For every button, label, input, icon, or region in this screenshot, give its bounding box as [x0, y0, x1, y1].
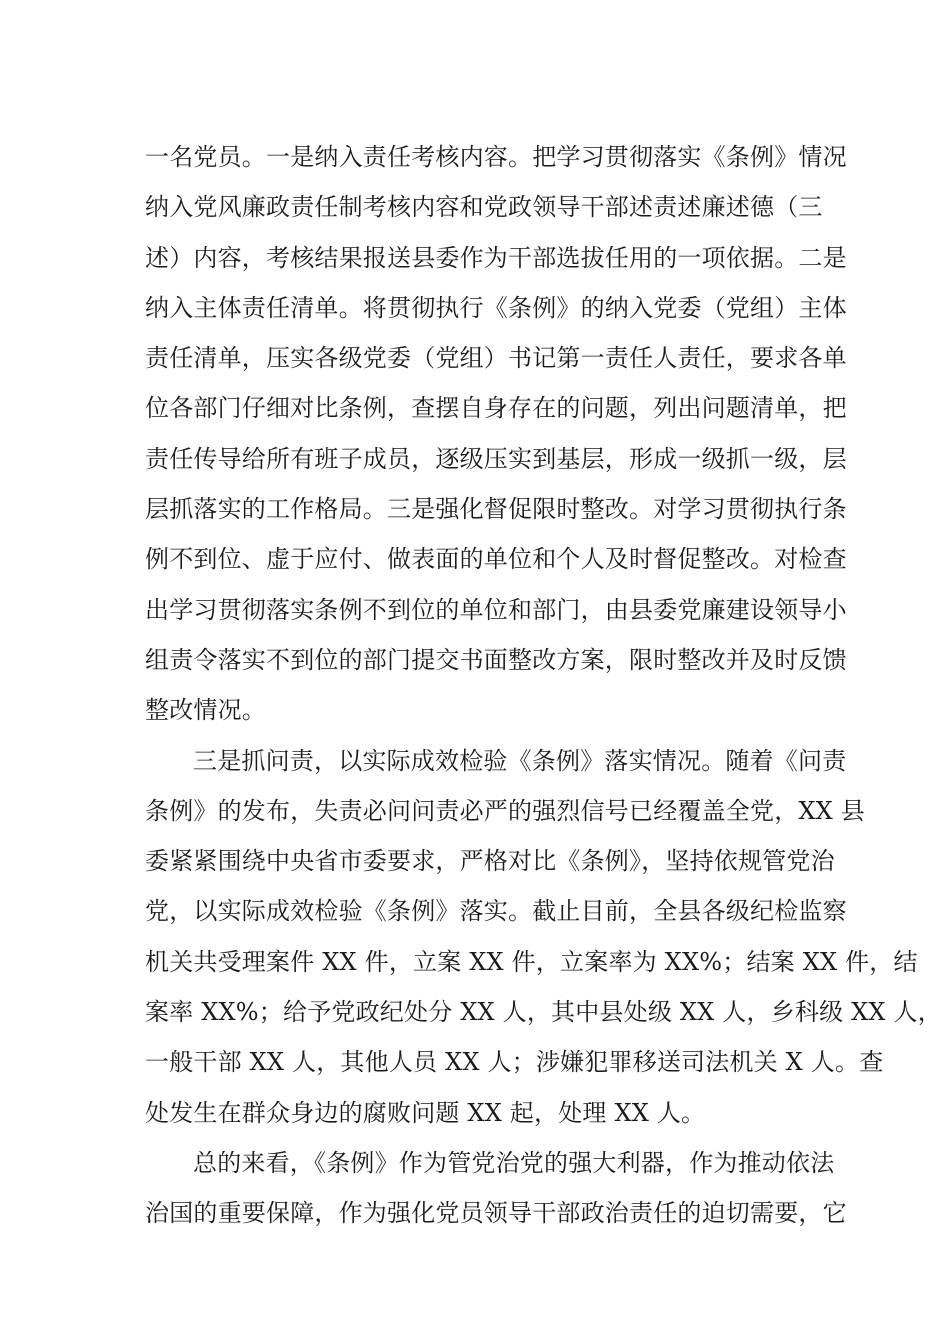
text-line: 组责令落实不到位的部门提交书面整改方案，限时整改并及时反馈 — [145, 645, 847, 674]
text-line: 一般干部 XX 人，其他人员 XX 人；涉嫌犯罪移送司法机关 X 人。查 — [145, 1048, 884, 1077]
text-line: 述）内容，考核结果报送县委作为干部选拔任用的一项依据。二是 — [145, 243, 847, 272]
text-line: 一名党员。一是纳入责任考核内容。把学习贯彻落实《条例》情况 — [145, 143, 847, 171]
text-line: 层抓落实的工作格局。三是强化督促限时整改。对学习贯彻执行条 — [145, 495, 847, 524]
paragraph-summary — [145, 1138, 847, 1239]
paragraph-accountability — [145, 736, 942, 1138]
text-line: 纳入主体责任清单。将贯彻执行《条例》的纳入党委（党组）主体 — [145, 293, 847, 322]
text-line: 条例》的发布，失责必问问责必严的强烈信号已经覆盖全党，XX 县 — [145, 796, 865, 825]
document-body — [145, 132, 942, 1239]
text-line: 三是抓问责，以实际成效检验《条例》落实情况。随着《问责 — [193, 746, 847, 775]
text-line: 位各部门仔细对比条例，查摆自身存在的问题，列出问题清单，把 — [145, 394, 847, 423]
text-line: 党，以实际成效检验《条例》落实。截止目前，全县各级纪检监察 — [145, 897, 847, 926]
text-line: 处发生在群众身边的腐败问题 XX 起，处理 XX 人。 — [145, 1098, 706, 1127]
text-line: 总的来看，《条例》作为管党治党的强大利器，作为推动依法 — [193, 1148, 835, 1177]
text-line: 案率 XX%；给予党政纪处分 XX 人，其中县处级 XX 人，乡科级 XX 人， — [145, 998, 942, 1027]
text-line: 例不到位、虚于应付、做表面的单位和个人及时督促整改。对检查 — [145, 545, 847, 574]
text-line: 纳入党风廉政责任制考核内容和党政领导干部述责述廉述德（三 — [145, 193, 823, 222]
text-line: 治国的重要保障，作为强化党员领导干部政治责任的迫切需要，它 — [145, 1199, 847, 1228]
paragraph-continuation — [145, 132, 847, 736]
text-line: 责任清单，压实各级党委（党组）书记第一责任人责任，要求各单 — [145, 344, 847, 373]
text-line: 责任传导给所有班子成员，逐级压实到基层，形成一级抓一级，层 — [145, 444, 847, 473]
text-line: 机关共受理案件 XX 件，立案 XX 件，立案率为 XX%；结案 XX 件，结 — [145, 947, 918, 976]
text-line: 出学习贯彻落实条例不到位的单位和部门，由县委党廉建设领导小 — [145, 595, 847, 624]
text-line: 委紧紧围绕中央省市委要求，严格对比《条例》，坚持依规管党治 — [145, 847, 835, 876]
text-line: 整改情况。 — [145, 696, 266, 725]
